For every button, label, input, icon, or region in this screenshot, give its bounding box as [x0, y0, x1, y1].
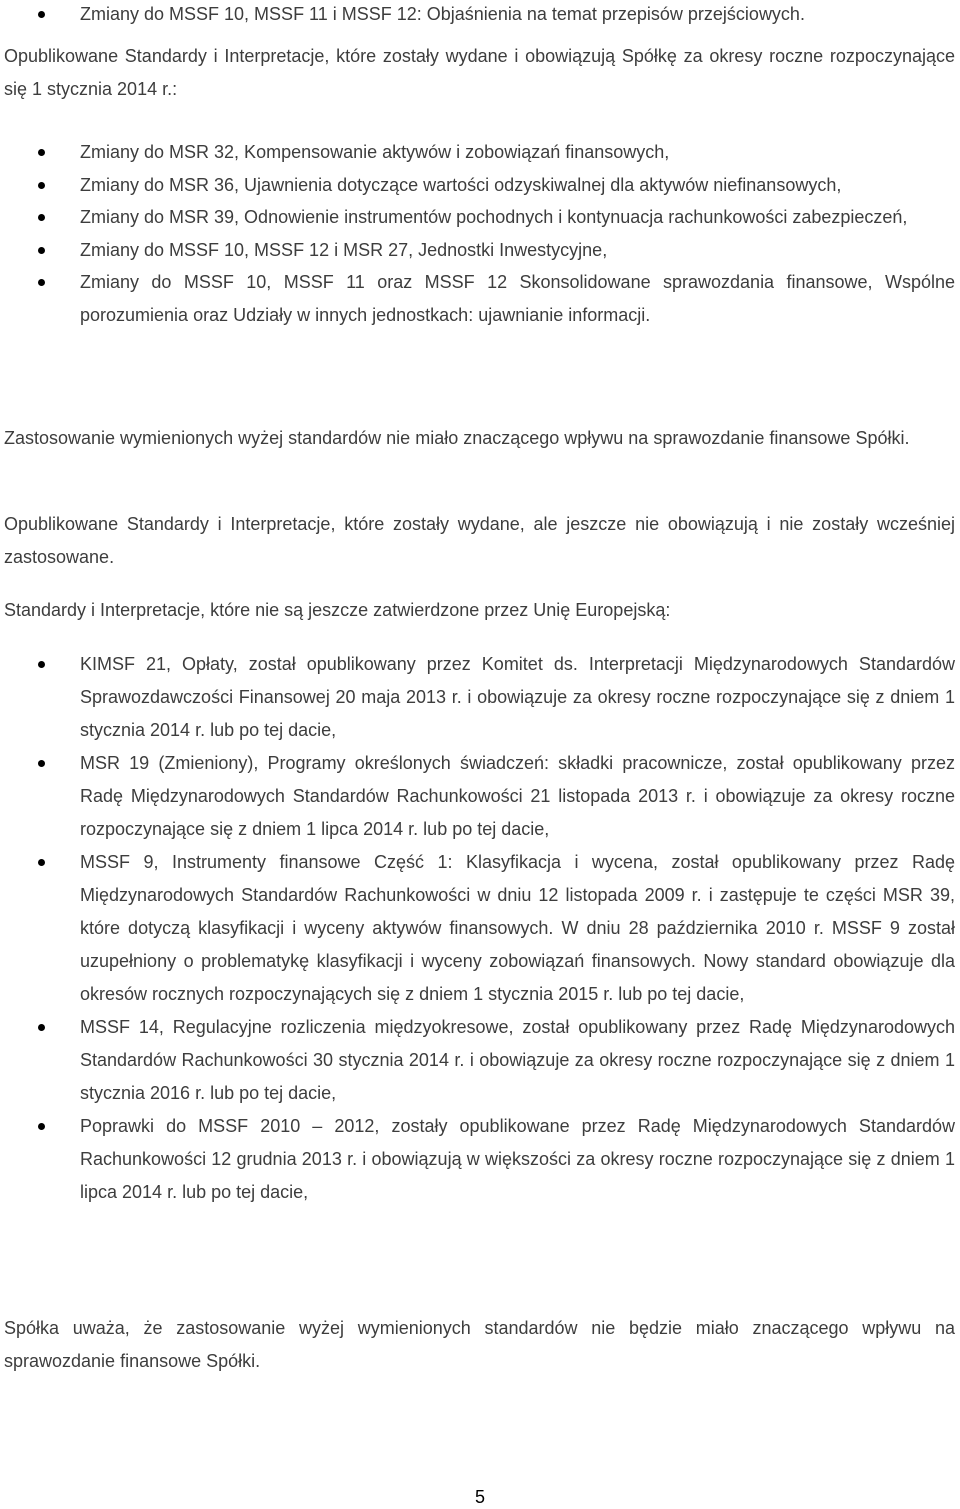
- list-item: Zmiany do MSSF 10, MSSF 11 i MSSF 12: Objaśnienia na temat przepisów przejściowych.: [0, 0, 955, 31]
- list-item: Poprawki do MSSF 2010 – 2012, zostały opublikowane przez Radę Międzynarodowych Standardów Rachunkowości 12 grudnia 2013 r. i obowiązują w większości za okresy roczne rozpoczynające się z dniem 1 lipca 2014 r. lub po tej dacie,: [0, 1110, 955, 1209]
- effective-standards-list: [0, 136, 955, 331]
- application-paragraph: Zastosowanie wymienionych wyżej standardów nie miało znaczącego wpływu na sprawozdanie finansowe Spółki.: [4, 428, 910, 448]
- page-number: 5: [474, 1487, 485, 1507]
- list-item: MSSF 14, Regulacyjne rozliczenia międzyokresowe, został opublikowany przez Radę Międzynarodowych Standardów Rachunkowości 30 stycznia 2014 r. i obowiązuje za okresy roczne rozpoczynające się z dniem 1 stycznia 2016 r. lub po tej dacie,: [0, 1011, 955, 1110]
- list-item: KIMSF 21, Opłaty, został opublikowany przez Komitet ds. Interpretacji Międzynarodowych Standardów Sprawozdawczości Finansowej 20 maja 2013 r. i obowiązuje za okresy roczne rozpoczynające się z dniem 1 stycznia 2014 r. lub po tej dacie,: [0, 648, 955, 747]
- top-bullet-list: [0, 0, 955, 31]
- list-item: Zmiany do MSR 36, Ujawnienia dotyczące wartości odzyskiwalnej dla aktywów niefinansowych,: [0, 169, 955, 202]
- not-approved-standards-list: [0, 648, 955, 1209]
- list-item: MSSF 9, Instrumenty finansowe Część 1: Klasyfikacja i wycena, został opublikowany przez Radę Międzynarodowych Standardów Rachunkowości w dniu 12 listopada 2009 r. i zastępuje te części MSR 39, które dotyczą klasyfikacji i wyceny aktywów finansowych. W dniu 28 października 2010 r. MSSF 9 został uzupełniony o problematykę klasyfikacji i wyceny zobowiązań finansowych. Nowy standard obowiązuje dla okresów rocznych rozpoczynających się z dniem 1 stycznia 2015 r. lub po tej dacie,: [0, 846, 955, 1011]
- list-item: MSR 19 (Zmieniony), Programy określonych świadczeń: składki pracownicze, został opublikowany przez Radę Międzynarodowych Standardów Rachunkowości 21 listopada 2013 r. i obowiązuje za okresy roczne rozpoczynające się z dniem 1 lipca 2014 r. lub po tej dacie,: [0, 747, 955, 846]
- list-item: Zmiany do MSSF 10, MSSF 12 i MSR 27, Jednostki Inwestycyjne,: [0, 234, 955, 267]
- conclusion-paragraph: Spółka uważa, że zastosowanie wyżej wymienionych standardów nie będzie miało znaczącego wpływu na sprawozdanie finansowe Spółki.: [4, 1318, 955, 1371]
- list-item: Zmiany do MSR 32, Kompensowanie aktywów i zobowiązań finansowych,: [0, 136, 955, 169]
- list-item: Zmiany do MSR 39, Odnowienie instrumentów pochodnych i kontynuacja rachunkowości zabezpieczeń,: [0, 201, 955, 234]
- not-approved-paragraph: Standardy i Interpretacje, które nie są jeszcze zatwierdzone przez Unię Europejską:: [4, 600, 671, 620]
- list-item: Zmiany do MSSF 10, MSSF 11 oraz MSSF 12 Skonsolidowane sprawozdania finansowe, Wspólne porozumienia oraz Udziały w innych jednostkach: ujawnianie informacji.: [0, 266, 955, 331]
- not-effective-paragraph: Opublikowane Standardy i Interpretacje, które zostały wydane, ale jeszcze nie obowiązują i nie zostały wcześniej zastosowane.: [4, 514, 955, 567]
- intro-paragraph: Opublikowane Standardy i Interpretacje, które zostały wydane i obowiązują Spółkę za okresy roczne rozpoczynające się 1 stycznia 2014 r.:: [4, 46, 955, 99]
